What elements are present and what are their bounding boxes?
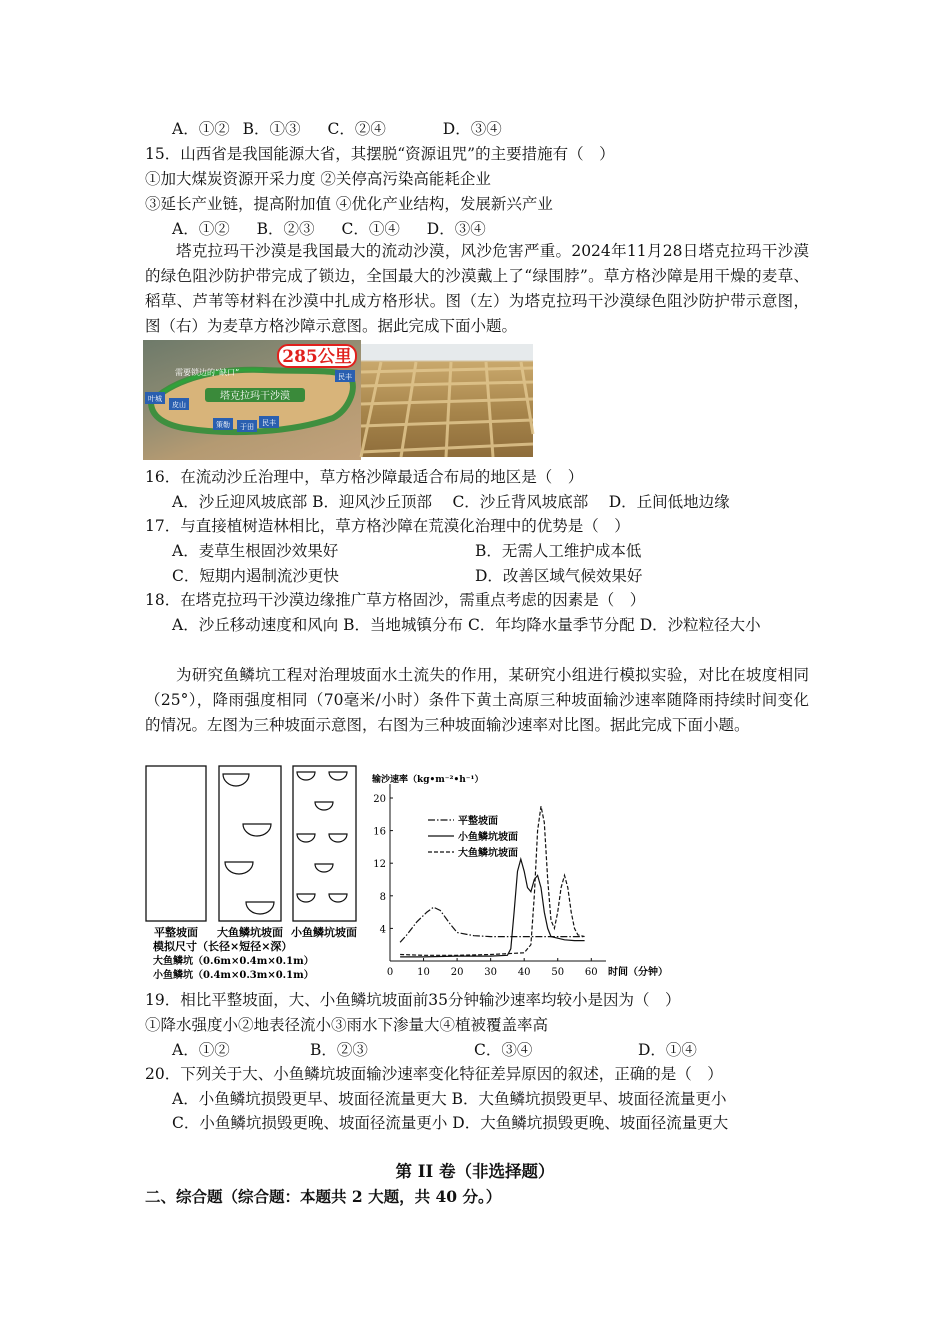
y-tick-label: 4 [379, 924, 386, 936]
q17-option-c: C．短期内遏制流沙更快 [172, 567, 339, 585]
label-big-pit-slope: 大鱼鳞坑坡面 [217, 926, 283, 939]
q18-stem: 18．在塔克拉玛干沙漠边缘推广草方格固沙，需重点考虑的因素是（ ） [145, 591, 646, 609]
city-pishan: 皮山 [172, 401, 186, 409]
q19-options [172, 1039, 697, 1061]
q14-option-c: C．②④ [327, 120, 386, 138]
q14-option-b: B．①③ [242, 120, 301, 138]
y-tick-label: 20 [373, 794, 386, 805]
q17-option-d: D．改善区域气候效果好 [475, 567, 643, 585]
q15-stem: 15．山西省是我国能源大省，其摆脱“资源诅咒”的主要措施有（ ） [145, 145, 615, 163]
q15-options [172, 218, 486, 240]
x-tick-label: 60 [584, 967, 598, 978]
straw-grid-photo [361, 344, 533, 457]
q15-option-b: B．②③ [256, 220, 315, 238]
desert-map-svg [143, 340, 361, 460]
q14-options [172, 118, 502, 140]
section-title: 第 II 卷（非选择题） [395, 1162, 555, 1181]
legend-label-2: 小鱼鳞坑坡面 [458, 832, 518, 843]
passage-fishscale: 为研究鱼鳞坑工程对治理坡面水土流失的作用，某研究小组进行模拟实验，对比在坡度相同（25°），降雨强度相同（70毫米/小时）条件下黄土高原三种坡面输沙速率随降雨持续时间变化的情况。左图为三种坡面示意图，右图为三种坡面输沙速率对比图。据此完成下面小题。 [145, 666, 809, 734]
sediment-rate-chart [368, 768, 668, 978]
small-pits [297, 772, 347, 902]
series-line-2 [400, 859, 584, 957]
q15-option-d: D．③④ [426, 220, 486, 238]
q19-stem: 19．相比平整坡面，大、小鱼鳞坑坡面前35分钟输沙速率均较小是因为（ ） [145, 991, 681, 1009]
size-title: 模拟尺寸（长径×短径×深） [153, 940, 293, 953]
straw-grid-svg [361, 344, 533, 457]
q19-option-d: D．①④ [638, 1041, 697, 1059]
size-small: 小鱼鳞坑（0.4m×0.3m×0.1m） [153, 970, 314, 981]
x-tick-label: 0 [386, 967, 394, 978]
q15-item2: ③延长产业链，提高附加值 ④优化产业结构，发展新兴产业 [145, 195, 553, 213]
x-tick-label: 30 [484, 967, 498, 978]
q17-stem: 17．与直接植树造林相比，草方格沙障在荒漠化治理中的优势是（ ） [145, 517, 630, 535]
q15-option-c: C．①④ [341, 220, 400, 238]
straw-lines [361, 362, 533, 457]
y-tick-label: 16 [373, 826, 386, 838]
series-line-3 [400, 806, 584, 955]
desert-map-image [143, 340, 361, 460]
flat-slope-box [146, 766, 206, 921]
big-pit-slope-box [219, 766, 281, 921]
city-cele: 策勒 [216, 421, 230, 429]
q15-option-a: A．①② [172, 220, 230, 238]
q19-option-a: A．①② [172, 1041, 230, 1059]
q16-options: A．沙丘迎风坡底部 B．迎风沙丘顶部 C．沙丘背风坡底部 D．丘间低地边缘 [172, 493, 730, 511]
label-small-pit-slope: 小鱼鳞坑坡面 [291, 926, 357, 939]
legend-label-1: 平整坡面 [458, 816, 498, 827]
q15-item1: ①加大煤炭资源开采力度 ②关停高污染高能耗企业 [145, 170, 491, 188]
distance-label: 285公里 [282, 347, 352, 367]
big-pits [223, 774, 274, 914]
x-tick-label: 10 [417, 967, 430, 978]
q14-option-a: A．①② [172, 120, 230, 138]
city-minfeng-2: 民丰 [338, 373, 352, 381]
series-line-1 [400, 907, 584, 942]
gap-banner: 需要锁边的“缺口” [175, 368, 240, 377]
q19-option-b: B．②③ [310, 1041, 368, 1059]
q19-items: ①降水强度小②地表径流小③雨水下渗量大④植被覆盖率高 [145, 1016, 549, 1034]
x-tick-label: 20 [450, 967, 464, 978]
part2-title: 二、综合题（综合题：本题共 2 大题，共 40 分。） [145, 1187, 502, 1206]
q18-options: A．沙丘移动速度和风向 B．当地城镇分布 C．年均降水量季节分配 D．沙粒粒径大小 [172, 616, 761, 634]
city-yecheng: 叶城 [148, 395, 162, 403]
q16-stem: 16．在流动沙丘治理中，草方格沙障最适合布局的地区是（ ） [145, 468, 584, 486]
desert-name-label: 塔克拉玛干沙漠 [220, 391, 290, 402]
y-axis-label: 输沙速率（kg•m⁻²•h⁻¹） [372, 775, 484, 785]
city-yutian: 于田 [240, 423, 254, 431]
x-axis-label: 时间（分钟） [608, 967, 668, 978]
size-big: 大鱼鳞坑（0.6m×0.4m×0.1m） [153, 956, 314, 967]
label-flat-slope: 平整坡面 [154, 926, 198, 939]
q20-stem: 20．下列关于大、小鱼鳞坑坡面输沙速率变化特征差异原因的叙述，正确的是（ ） [145, 1065, 723, 1083]
x-tick-label: 40 [517, 967, 531, 978]
slope-diagram [143, 762, 363, 984]
q19-option-c: C．③④ [474, 1041, 533, 1059]
x-tick-label: 50 [551, 967, 565, 978]
passage-desert: 塔克拉玛干沙漠是我国最大的流动沙漠，风沙危害严重。2024年11月28日塔克拉玛干沙漠的绿色阻沙防护带完成了锁边，全国最大的沙漠戴上了“绿围脖”。草方格沙障是用干燥的麦草、稻草、芦苇等材料在沙漠中扎成方格形状。图（左）为塔克拉玛干沙漠绿色阻沙防护带示意图，图（右）为麦草方格沙障示意图。据此完成下面小题。 [145, 242, 809, 335]
q20-row1: A．小鱼鳞坑损毁更早、坡面径流量更大 B．大鱼鳞坑损毁更早、坡面径流量更小 [172, 1090, 727, 1108]
q14-option-d: D．③④ [442, 120, 502, 138]
y-tick-label: 8 [379, 891, 386, 903]
legend-label-3: 大鱼鳞坑坡面 [458, 848, 518, 859]
city-minfeng: 民丰 [262, 419, 276, 427]
q17-option-a: A．麦草生根固沙效果好 [172, 542, 339, 560]
q20-row2: C．小鱼鳞坑损毁更晚、坡面径流量更小 D．大鱼鳞坑损毁更晚、坡面径流量更大 [172, 1114, 729, 1132]
y-tick-label: 12 [373, 859, 386, 871]
q17-option-b: B．无需人工维护成本低 [475, 542, 642, 560]
